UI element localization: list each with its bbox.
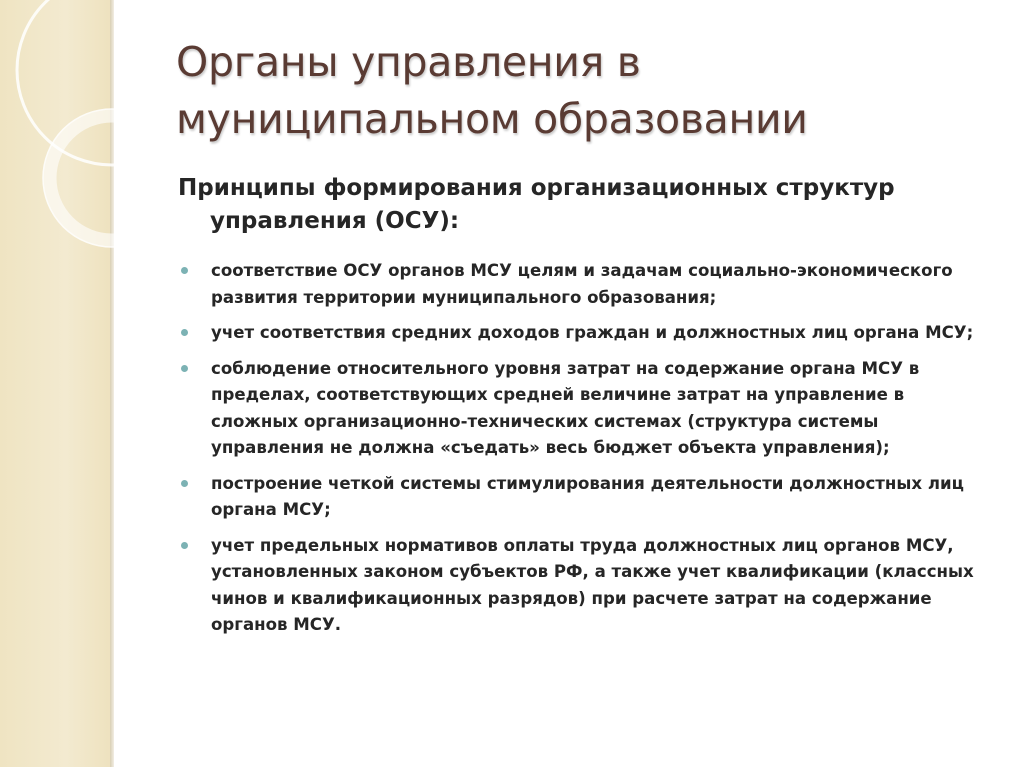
slide-title-line: муниципальном образовании (176, 95, 808, 143)
decorative-rings-graphic (0, 0, 160, 320)
bullet-item (180, 356, 980, 462)
small-ring-shape (50, 116, 160, 240)
bullet-dot-icon (181, 365, 188, 372)
bullet-text: учет соответствия средних доходов граждан и должностных лиц органа МСУ; (211, 323, 974, 342)
bullet-dot-icon (181, 542, 188, 549)
bullet-dot-icon (181, 267, 188, 274)
bullet-text: учет предельных нормативов оплаты труда должностных лиц органов МСУ, установленных законом субъектов РФ, а также учет квалификации (классных чинов и квалификационных разрядов) при расчете затрат на содержание органов МСУ. (211, 535, 974, 634)
bullet-item (180, 320, 980, 347)
bullet-item (180, 258, 980, 311)
bullet-dot-icon (181, 480, 188, 487)
bullet-text: построение четкой системы стимулирования деятельности должностных лиц органа МСУ; (211, 473, 964, 519)
section-subheading: Принципы формирования организационных структур управления (ОСУ): (178, 175, 895, 234)
slide-title (176, 34, 996, 148)
bullet-item (180, 533, 980, 639)
slide-title-line: Органы управления в (176, 38, 641, 86)
bullet-item (180, 471, 980, 524)
bullet-dot-icon (181, 329, 188, 336)
principles-bullet-list (180, 258, 980, 648)
bullet-text: соответствие ОСУ органов МСУ целям и задачам социально-экономического развития территории муниципального образования; (211, 261, 953, 307)
large-ring-shape (17, 0, 160, 165)
bullet-text: соблюдение относительного уровня затрат на содержание органа МСУ в пределах, соответствующих средней величине затрат на управление в сложных организационно-технических системах (структура системы управления не должна «съедать» весь бюджет объекта управления); (211, 358, 920, 457)
